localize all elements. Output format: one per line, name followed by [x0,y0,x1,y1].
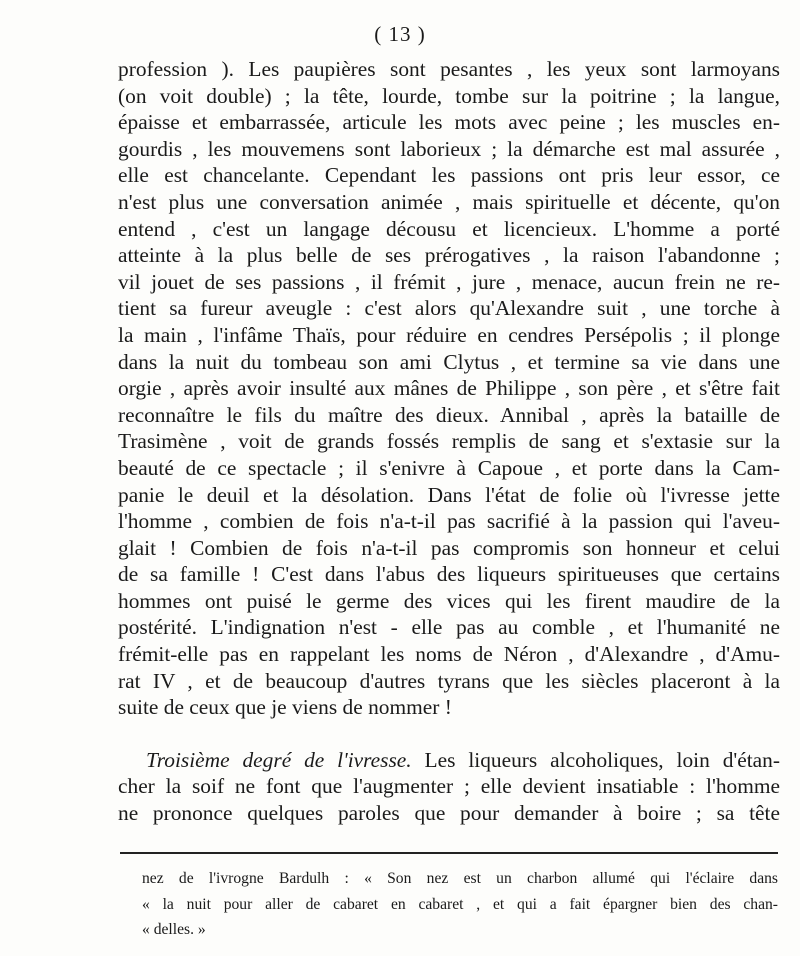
text-line: beauté de ce spectacle ; il s'enivre à Capoue , et porte dans la Cam- [118,455,780,480]
text-line: cher la soif ne font que l'augmenter ; elle devient insatiable : l'homme [118,774,780,799]
text-line: hommes ont puisé le germe des vices qui les firent maudire de la [118,588,780,613]
text-line: profession ). Les paupières sont pesantes , les yeux sont larmoyans [118,57,780,81]
text-line: gourdis , les mouvemens sont laborieux ; la démarche est mal assurée , [118,136,780,161]
text-line: panie le deuil et la désolation. Dans l'état de folie où l'ivresse jette [118,482,780,507]
text-line: dans la nuit du tombeau son ami Clytus , et termine sa vie dans une [118,349,780,374]
text-line: entend , c'est un langage décousu et licencieux. L'homme a porté [118,216,780,241]
text-line: elle est chancelante. Cependant les passions ont pris leur essor, ce [118,163,780,188]
text-line [118,747,780,774]
text-line: rat IV , et de beaucoup d'autres tyrans que les siècles placeront à la [118,668,780,693]
text-line: l'homme , combien de fois n'a-t-il pas sacrifié à la passion qui l'aveu- [118,509,780,534]
text-line: Trasimène , voit de grands fossés remplis de sang et s'extasie sur la [118,429,780,454]
text-run: Les liqueurs alcoholiques, loin d'étan- [411,747,780,772]
footnote-rule [120,852,778,854]
text-line: orgie , après avoir insulté aux mânes de Philippe , son père , et s'être fait [118,376,780,401]
page-number: ( 13 ) [374,22,426,46]
paragraph-gap [118,721,780,747]
text-line: postérité. L'indignation n'est - elle pas au comble , et l'humanité ne [118,615,780,640]
footnote-line: « delles. » [142,921,206,938]
footnote-line: nez de l'ivrogne Bardulh : « Son nez est un charbon allumé qui l'éclaire dans [142,870,778,887]
text-line: tient sa fureur aveugle : c'est alors qu'Alexandre suit , une torche à [118,296,780,321]
text-line: suite de ceux que je viens de nommer ! [118,695,452,720]
section-heading-inline: Troisième degré de l'ivresse. [146,747,412,772]
text-line: reconnaître le fils du maître des dieux. Annibal , après la bataille de [118,402,780,427]
text-line: n'est plus une conversation animée , mais spirituelle et décente, qu'on [118,189,780,214]
text-line: ne prononce quelques paroles que pour demander à boire ; sa tête [118,801,780,826]
text-line: atteinte à la plus belle de ses prérogatives , la raison l'abandonne ; [118,243,780,268]
text-line: épaisse et embarrassée, articule les mots avec peine ; les muscles en- [118,110,780,135]
paragraph-drunkenness-second-degree [118,56,780,721]
text-line: (on voit double) ; la tête, lourde, tombe sur la poitrine ; la langue, [118,83,780,108]
text-line: de sa famille ! C'est dans l'abus des liqueurs spiritueuses que certains [118,562,780,587]
text-line: la main , l'infâme Thaïs, pour réduire en cendres Persépolis ; il plonge [118,322,780,347]
text-line: vil jouet de ses passions , il frémit , jure , menace, aucun frein ne re- [118,269,780,294]
footnote-line: « la nuit pour aller de cabaret en cabaret , et qui a fait épargner bien des chan- [142,895,778,913]
paragraph-drunkenness-third-degree [118,747,780,827]
text-line: glait ! Combien de fois n'a-t-il pas compromis son honneur et celui [118,535,780,560]
footnote [142,866,778,943]
text-line: frémit-elle pas en rappelant les noms de Néron , d'Alexandre , d'Amu- [118,642,780,667]
main-text [118,56,780,827]
